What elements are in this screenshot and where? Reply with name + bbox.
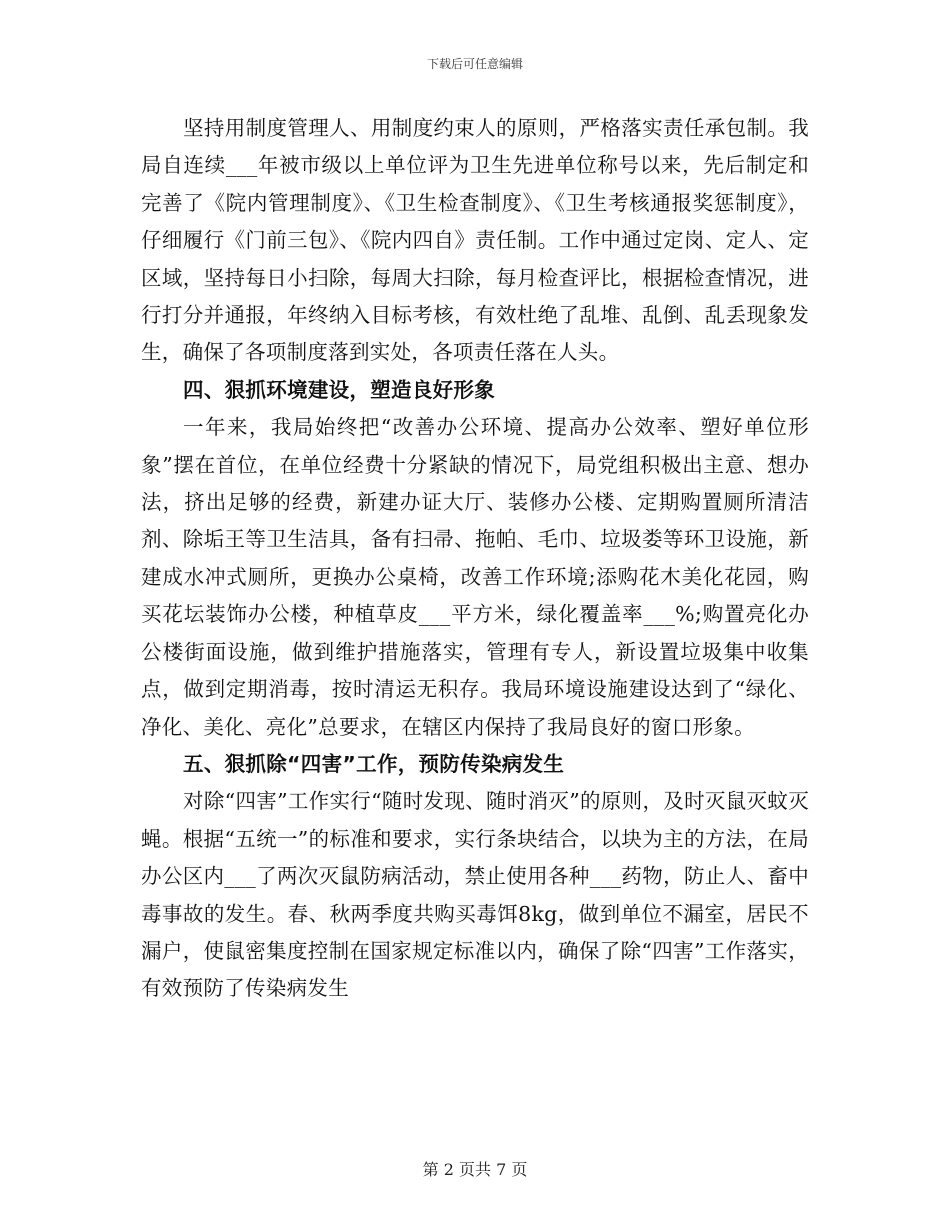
page-header: 下载后可任意编辑 xyxy=(426,57,523,71)
paragraph-environment-construction: 一年来，我局始终把“改善办公环境、提高办公效率、塑好单位形象”摆在首位，在单位经费十分紧缺的情况下，局党组积极出主意、想办法，挤出足够的经费，新建办证大厅、装修办公楼、定期购置厕所清洁剂、除垢王等卫生洁具，备有扫帚、拖帕、毛巾、垃圾娄等环卫设施，新建成水冲式厕所，更换办公桌椅，改善工作环境;添购花木美化花园，购买花坛装饰办公楼，种植草皮___平方米，绿化覆盖率___%;购置亮化办公楼街面设施，做到维护措施落实，管理有专人，新设置垃圾集中收集点，做到定期消毒，按时清运无积存。我局环境设施建设达到了“绿化、净化、美化、亮化”总要求，在辖区内保持了我局良好的窗口形象。 xyxy=(141,415,809,739)
paragraph-responsibility-system: 坚持用制度管理人、用制度约束人的原则，严格落实责任承包制。我局自连续___年被市级以上单位评为卫生先进单位称号以来，先后制定和完善了《院内管理制度》、《卫生检查制度》、《卫生考核通报奖惩制度》，仔细履行《门前三包》、《院内四自》责任制。工作中通过定岗、定人、定区域，坚持每日小扫除，每周大扫除，每月检查评比，根据检查情况，进行打分并通报，年终纳入目标考核，有效杜绝了乱堆、乱倒、乱丢现象发生，确保了各项制度落到实处，各项责任落在人头。 xyxy=(141,116,809,365)
document-body xyxy=(141,110,809,1008)
section-heading-four-pests: 五、狠抓除“四害”工作，预防传染病发生 xyxy=(183,751,565,776)
page-footer: 第 2 页共 7 页 xyxy=(422,1160,528,1179)
section-heading-environment: 四、狠抓环境建设，塑造良好形象 xyxy=(183,377,496,402)
paragraph-four-pests: 对除“四害”工作实行“随时发现、随时消灭”的原则，及时灭鼠灭蚊灭蝇。根据“五统一”的标准和要求，实行条块结合，以块为主的方法，在局办公区内___了两次灭鼠防病活动，禁止使用各种___药物，防止人、畜中毒事故的发生。春、秋两季度共购买毒饵8kg，做到单位不漏室，居民不漏户，使鼠密集度控制在国家规定标准以内，确保了除“四害”工作落实，有效预防了传染病发生 xyxy=(141,789,809,1001)
